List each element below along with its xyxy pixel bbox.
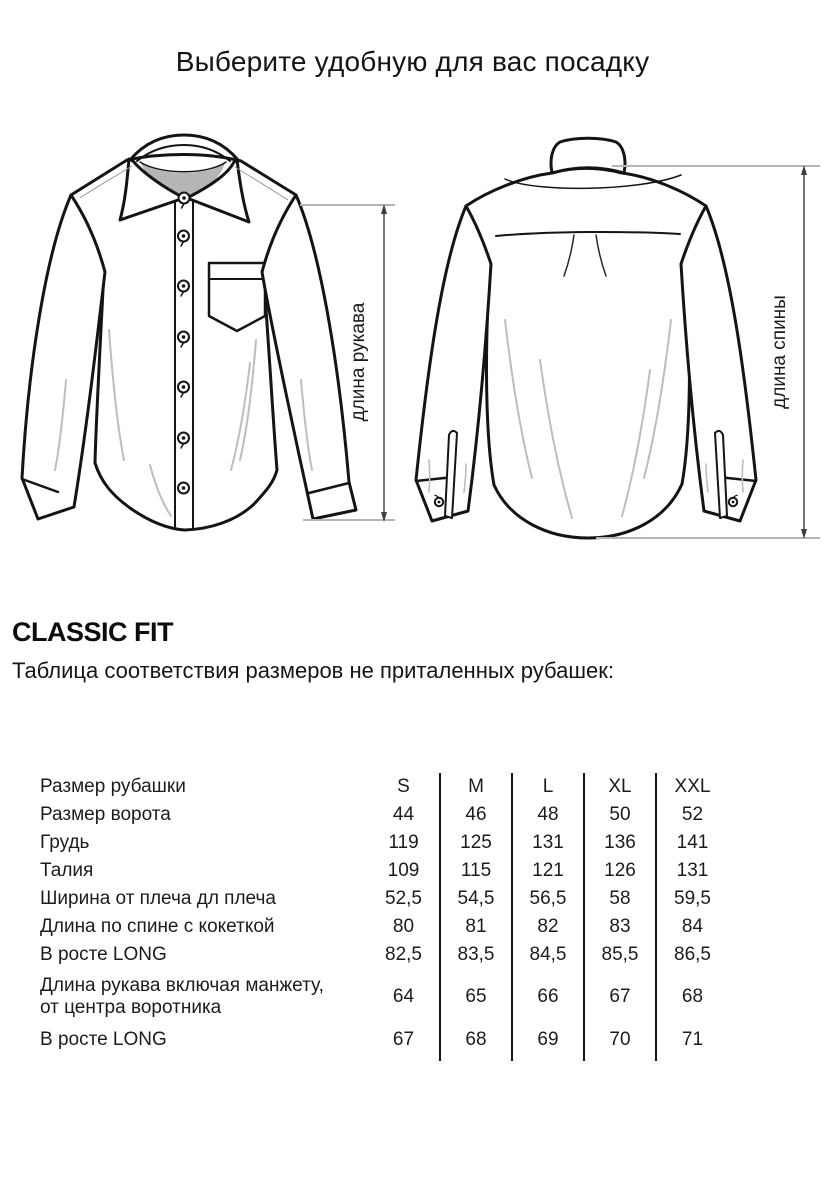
size-table <box>40 773 728 1061</box>
row-label: Грудь <box>40 832 90 853</box>
row-label: Размер рубашки <box>40 776 186 797</box>
size-value: 67 <box>584 969 656 1025</box>
size-value: 83,5 <box>440 941 512 969</box>
size-value: 86,5 <box>656 941 728 969</box>
size-value: 46 <box>440 801 512 829</box>
size-value: 70 <box>584 1025 656 1061</box>
shirt-back-body <box>466 169 706 539</box>
row-label <box>40 969 368 1025</box>
size-col-header: S <box>397 776 410 797</box>
size-value: 131 <box>656 857 728 885</box>
size-value: 67 <box>392 1029 415 1050</box>
size-value: 84 <box>656 913 728 941</box>
size-value: 50 <box>584 801 656 829</box>
size-value: 84,5 <box>512 941 584 969</box>
row-label-line2: от центра воротника <box>40 997 222 1018</box>
table-caption: Таблица соответствия размеров не приталенных рубашек: <box>12 658 614 683</box>
size-value: 52 <box>656 801 728 829</box>
back-length-label: длина спины <box>769 295 790 409</box>
classic-fit-heading: CLASSIC FIT <box>12 617 173 647</box>
shirt-diagrams <box>0 130 825 560</box>
size-value: 58 <box>584 885 656 913</box>
size-value: 81 <box>440 913 512 941</box>
size-col-header: XL <box>584 773 656 801</box>
size-value: 121 <box>512 857 584 885</box>
size-value: 126 <box>584 857 656 885</box>
row-label: Длина по спине с кокеткой <box>40 916 275 937</box>
table-row-chest <box>40 829 728 857</box>
size-value: 56,5 <box>512 885 584 913</box>
shirt-back-drawing <box>416 138 756 538</box>
size-value: 119 <box>388 832 419 853</box>
size-col-header: XXL <box>656 773 728 801</box>
page-title: Выберите удобную для вас посадку <box>175 46 650 77</box>
row-label: В росте LONG <box>40 944 167 965</box>
size-value: 48 <box>512 801 584 829</box>
size-value: 125 <box>440 829 512 857</box>
table-row-shoulder-width <box>40 885 728 913</box>
size-value: 68 <box>440 1025 512 1061</box>
table-row-sleeve-length-long <box>40 1025 728 1061</box>
size-value: 71 <box>656 1025 728 1061</box>
table-row-sizes <box>40 773 728 801</box>
size-col-header: L <box>512 773 584 801</box>
row-label: В росте LONG <box>40 1029 167 1050</box>
back-collar <box>551 138 625 173</box>
size-col-header: M <box>440 773 512 801</box>
shirt-front-drawing <box>22 135 356 530</box>
sleeve-left <box>22 195 105 519</box>
button <box>178 483 189 494</box>
row-label: Талия <box>40 860 94 881</box>
table-row-back-length-long <box>40 941 728 969</box>
table-row-collar <box>40 801 728 829</box>
row-label-line1: Длина рукава включая манжету, <box>40 975 324 996</box>
size-value: 66 <box>512 969 584 1025</box>
size-value: 85,5 <box>584 941 656 969</box>
size-value: 64 <box>392 986 415 1007</box>
size-value: 68 <box>656 969 728 1025</box>
chest-pocket <box>209 263 265 331</box>
row-label: Ширина от плеча дл плеча <box>40 888 276 909</box>
size-value: 69 <box>512 1025 584 1061</box>
size-value: 44 <box>392 804 415 825</box>
size-value: 82,5 <box>385 944 422 965</box>
size-value: 115 <box>440 857 512 885</box>
size-value: 131 <box>512 829 584 857</box>
size-value: 82 <box>512 913 584 941</box>
size-value: 65 <box>440 969 512 1025</box>
size-value: 83 <box>584 913 656 941</box>
table-row-back-length <box>40 913 728 941</box>
row-label: Размер ворота <box>40 804 171 825</box>
sleeve-length-label: длина рукава <box>348 302 369 422</box>
size-value: 52,5 <box>385 888 422 909</box>
size-value: 109 <box>387 860 420 881</box>
size-value: 136 <box>584 829 656 857</box>
size-value: 80 <box>392 916 415 937</box>
size-value: 59,5 <box>656 885 728 913</box>
table-row-sleeve-length <box>40 969 728 1025</box>
size-value: 54,5 <box>440 885 512 913</box>
size-value: 141 <box>656 829 728 857</box>
table-row-waist <box>40 857 728 885</box>
